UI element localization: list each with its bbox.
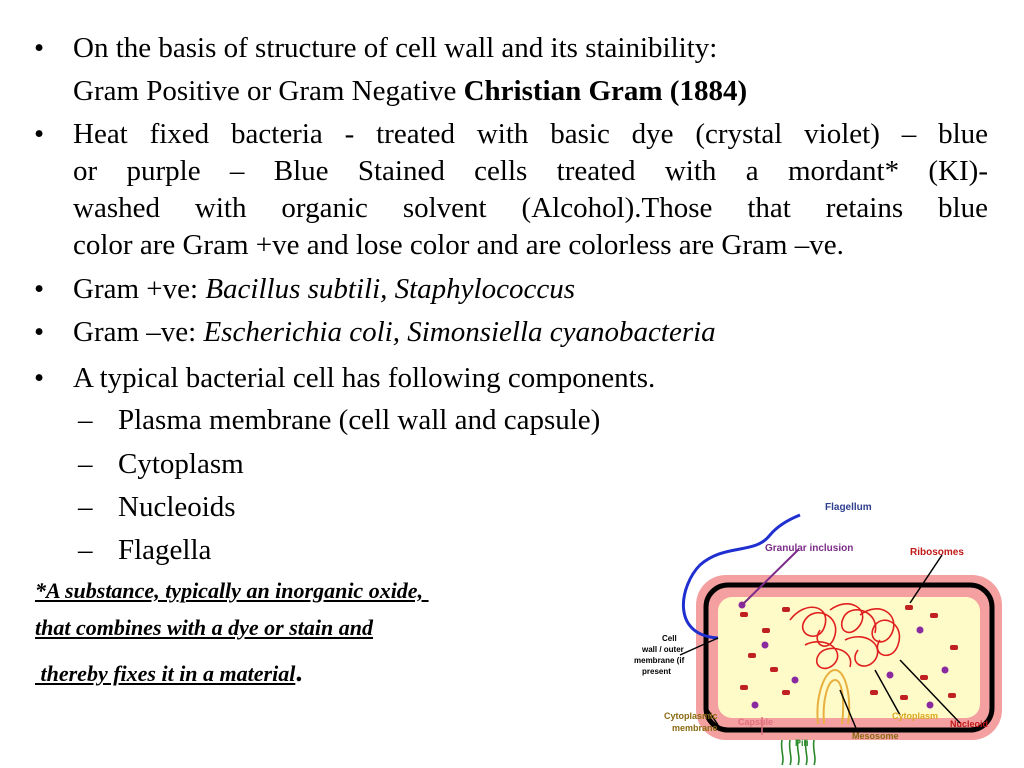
bullet-1-line-2 (73, 77, 747, 106)
bullet-1-line-1: On the basis of structure of cell wall and its stainibility: (73, 32, 718, 64)
sub-dash: – (78, 404, 93, 436)
sub-dash: – (78, 534, 93, 566)
bullet-dot: • (34, 362, 45, 394)
footnote-line-1: *A substance, typically an inorganic oxide, (35, 578, 429, 603)
label-nucleoid: Nucleoid (950, 719, 989, 729)
label-cytoplasm: Cytoplasm (892, 711, 939, 721)
bullet-2-line-2: or purple – Blue Stained cells treated with a mordant* (KI)- (73, 155, 988, 187)
gram-positive-species: Bacillus subtili, Staphylococcus (205, 273, 576, 305)
gram-negative-label: Gram –ve: (73, 316, 204, 348)
christian-gram-bold: Christian Gram (1884) (463, 75, 748, 107)
footnote-period: . (295, 657, 303, 688)
bacterial-cell-diagram (630, 495, 1020, 765)
sub-item-nucleoids: Nucleoids (118, 491, 236, 523)
label-cell-wall-3: membrane (if (634, 656, 685, 665)
gram-positive-examples (73, 275, 575, 304)
sub-item-cytoplasm: Cytoplasm (118, 448, 244, 480)
label-cytoplasmic-membrane-2: membrane (672, 723, 718, 733)
label-flagellum: Flagellum (825, 502, 872, 513)
sub-dash: – (78, 491, 93, 523)
bullet-dot: • (34, 273, 45, 305)
label-cell-wall-2: wall / outer (642, 645, 684, 654)
label-capsule: Capsule (738, 717, 774, 727)
bacterial-cell-svg (630, 495, 1020, 765)
footnote-line-3-text: thereby fixes it in a material (35, 661, 296, 686)
label-pili: Pili (795, 738, 809, 748)
bullet-dot: • (34, 118, 45, 150)
label-mesosome: Mesosome (852, 731, 899, 741)
gram-positive-label: Gram +ve: (73, 273, 206, 305)
label-granular-inclusion: Granular inclusion (765, 543, 854, 554)
bullet-1-line-2-text: Gram Positive or Gram Negative (73, 75, 464, 107)
bullet-2-line-4: color are Gram +ve and lose color and are colorless are Gram –ve. (73, 229, 844, 261)
sub-item-flagella: Flagella (118, 534, 212, 566)
sub-dash: – (78, 448, 93, 480)
bullet-dot: • (34, 32, 45, 64)
gram-negative-species: Escherichia coli, Simonsiella cyanobacteria (203, 316, 716, 348)
bullet-2-line-1: Heat fixed bacteria - treated with basic dye (crystal violet) – blue (73, 118, 988, 150)
bullet-5-text: A typical bacterial cell has following components. (73, 362, 656, 394)
sub-item-plasma-membrane: Plasma membrane (cell wall and capsule) (118, 404, 601, 436)
footnote-line-3 (35, 659, 302, 687)
label-cell-wall-1: Cell (662, 634, 677, 643)
label-cytoplasmic-membrane-1: Cytoplasmic (664, 711, 718, 721)
label-cell-wall-4: present (642, 667, 671, 676)
bullet-2-line-3: washed with organic solvent (Alcohol).Those that retains blue (73, 192, 988, 224)
label-ribosomes: Ribosomes (910, 547, 964, 558)
bullet-dot: • (34, 316, 45, 348)
footnote-line-2: that combines with a dye or stain and (35, 615, 373, 640)
gram-negative-examples (73, 318, 716, 347)
